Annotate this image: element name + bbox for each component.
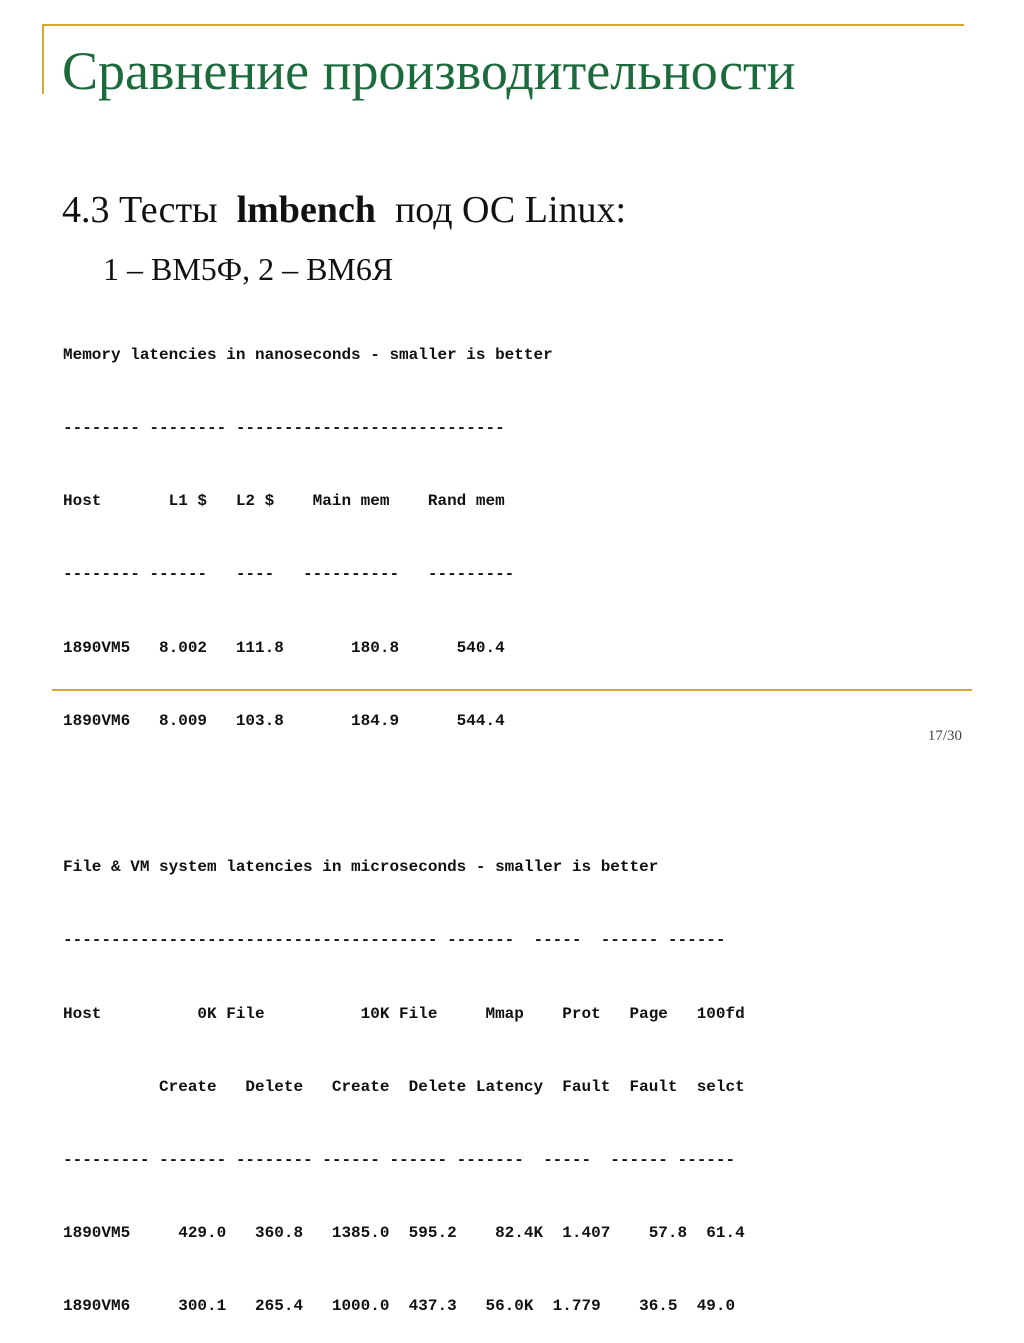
file-caption: File & VM system latencies in microseconds - smaller is better bbox=[63, 858, 659, 877]
memory-rule-1: -------- -------- ---------------------------- bbox=[63, 419, 505, 438]
file-row: 1890VM5 429.0 360.8 1385.0 595.2 82.4K 1.407 57.8 61.4 bbox=[63, 1224, 745, 1243]
memory-caption: Memory latencies in nanoseconds - smaller is better bbox=[63, 345, 553, 364]
memory-row: 1890VM6 8.009 103.8 184.9 544.4 bbox=[63, 711, 505, 730]
heading-bold: lmbench bbox=[236, 189, 376, 231]
slide-title: Сравнение производительности bbox=[62, 41, 796, 101]
benchmark-output bbox=[63, 294, 745, 1343]
heading-suffix: под ОС Linux: bbox=[394, 189, 627, 231]
section-subheading: 1 – ВМ5Ф, 2 – ВМ6Я bbox=[103, 251, 394, 287]
file-header-1: Host 0K File 10K File Mmap Prot Page 100fd bbox=[63, 1004, 745, 1023]
top-accent-line bbox=[42, 24, 964, 26]
file-rule-2: --------- ------- -------- ------ ------ ------- ----- ------ ------ bbox=[63, 1151, 736, 1170]
file-header-2: Create Delete Create Delete Latency Fault Fault selct bbox=[63, 1077, 745, 1096]
blank-line bbox=[63, 782, 745, 806]
memory-rule-2: -------- ------ ---- ---------- --------- bbox=[63, 565, 515, 584]
left-accent-line bbox=[42, 24, 44, 94]
memory-header: Host L1 $ L2 $ Main mem Rand mem bbox=[63, 492, 505, 511]
page-number: 17/30 bbox=[927, 728, 962, 744]
file-row: 1890VM6 300.1 265.4 1000.0 437.3 56.0K 1.779 36.5 49.0 bbox=[63, 1297, 736, 1316]
heading-prefix: 4.3 Тесты bbox=[62, 189, 218, 231]
memory-row: 1890VM5 8.002 111.8 180.8 540.4 bbox=[63, 638, 505, 657]
section-heading bbox=[62, 188, 626, 232]
bottom-accent-line bbox=[52, 689, 972, 691]
file-rule-1: --------------------------------------- ------- ----- ------ ------ bbox=[63, 931, 726, 950]
